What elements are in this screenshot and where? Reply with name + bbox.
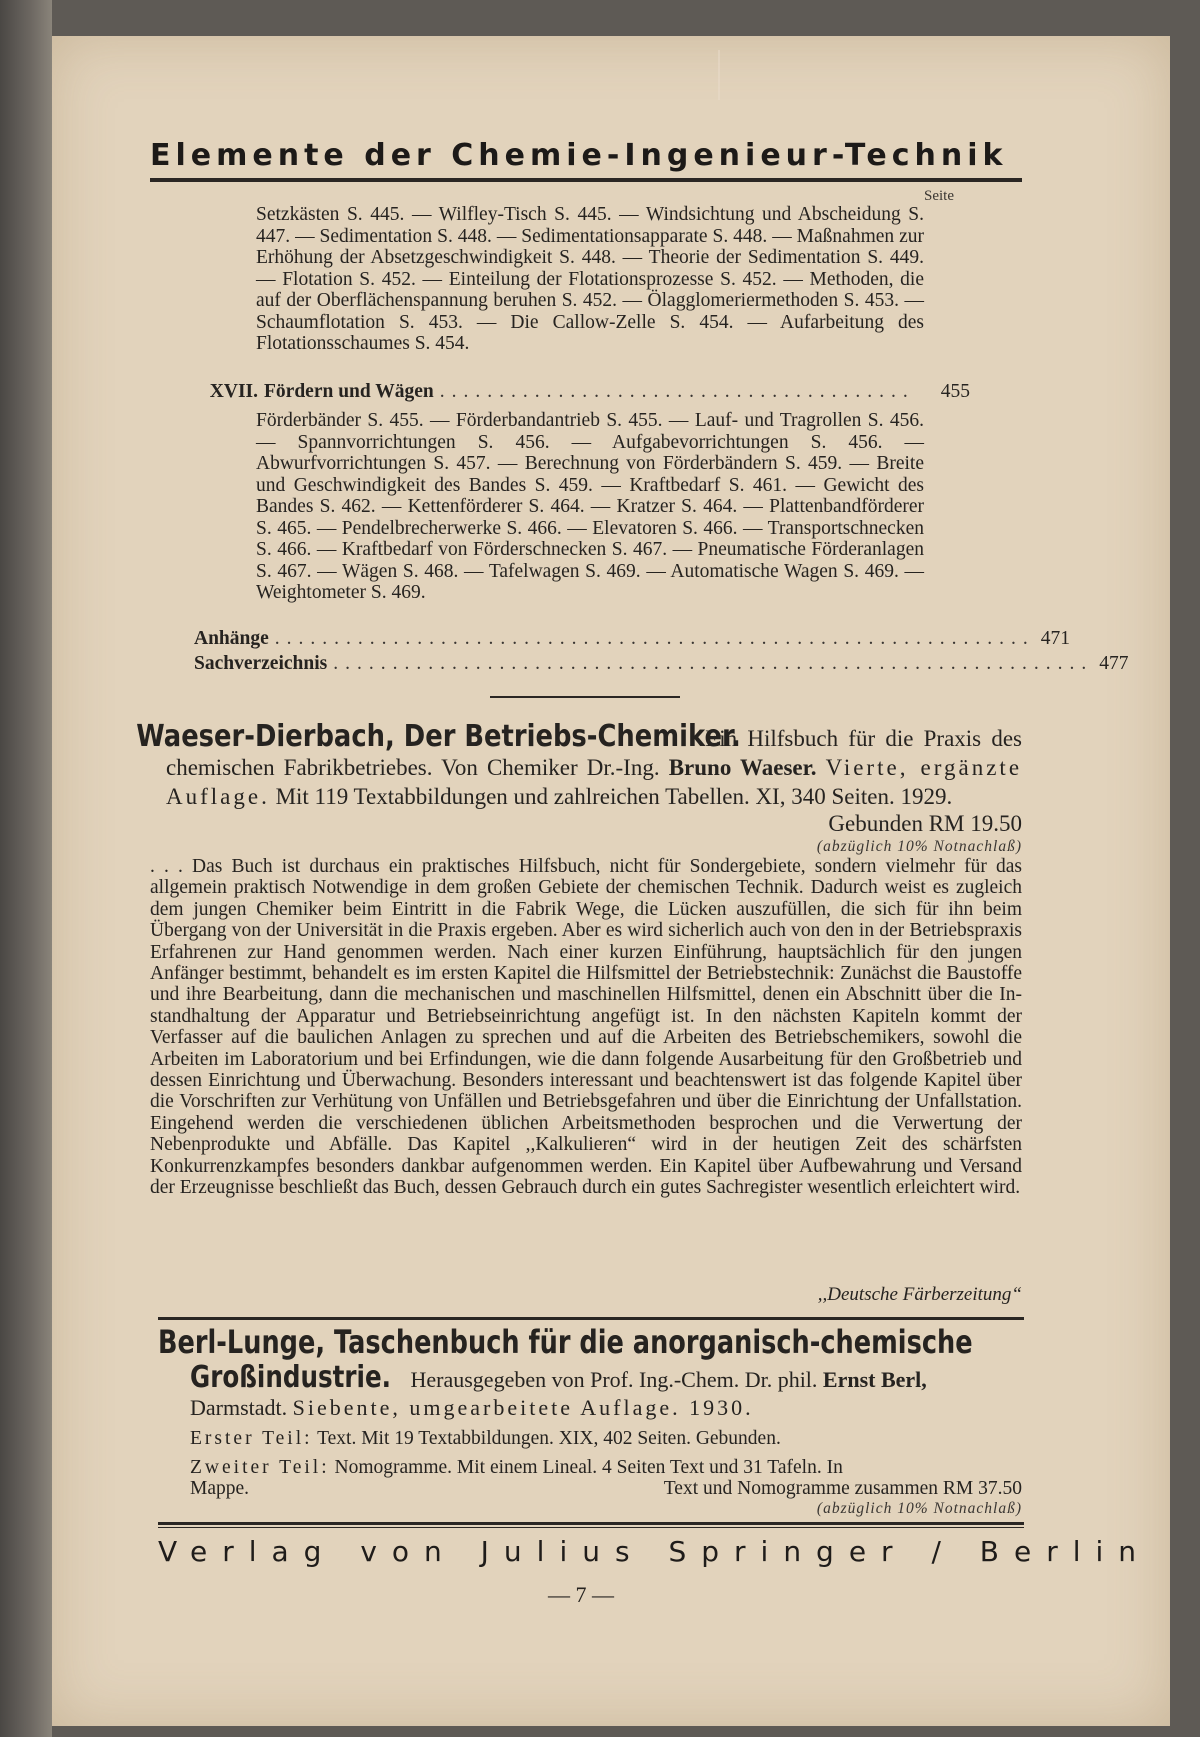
book-entry-waeser [136,719,1023,811]
book-spine [0,0,52,1737]
part1-text: Text. Mit 19 Textabbildungen. XIX, 402 Seiten. Gebunden. [317,1428,781,1449]
book2-price: Text und Nomogramme zusammen RM 37.50 [663,1478,1022,1499]
paper-fold [718,50,720,100]
sachverzeichnis-label: Sachverzeichnis [194,653,328,674]
part2-text: Nomogramme. Mit einem Lineal. 4 Seiten Text und 31 Tafeln. In [334,1457,843,1478]
book2-edition: Siebente, umgearbeitete Auflage. 1930. [292,1395,754,1420]
book2-description: Herausgegeben von Prof. Ing.-Chem. Dr. phil. [410,1367,818,1392]
leader-dots: ........................................ [439,381,915,402]
publisher-imprint: Verlag von Julius Springer / Berlin [158,1535,1152,1568]
anhaenge-label: Anhänge [194,628,269,649]
toc-sachverzeichnis [194,652,1129,676]
book2-author: Ernst Berl, [822,1367,927,1392]
book-price: Gebunden RM 19.50 [828,811,1022,836]
toc-entries-xvi: Setzkästen S. 445. — Wilfley-Tisch S. 445. — Windsichtung und Abscheidung S. 447. — Sedimentation S. 448. — Sedimentationsapparate S. 448. — Maßnahmen zur Erhöhung der Absetzgeschwindigkeit S. 448. — Theorie der Sedimentation S. 449. — Flotation S. 452. — Einteilung der Flotationsprozesse S. 452. — Methoden, die auf der Oberflächenspannung beruhen S. 452. — Ölagglomeriermethoden S. 453. — Schaumflotation S. 453. — Die Callow-Zelle S. 454. — Aufarbeitung des Flotationsschaumes S. 454. [256,204,924,354]
book2-location: Darmstadt. [190,1395,288,1420]
book2-third-line [190,1396,754,1420]
leader-dots: ................................................................ [274,628,1035,649]
leader-dots: ................................................................ [333,653,1094,674]
toc-entries-xvii: Förderbänder S. 455. — Förderbandantrieb S. 455. — Lauf- und Tragrollen S. 456. — Spannvorrichtungen S. 456. — Aufgabevorrichtungen S. 456. — Abwurfvorrichtungen S. 457. — Berechnung von Förderbändern S. 459. — Breite und Geschwindigkeit des Bandes S. 459. — Kraftbedarf S. 461. — Gewicht des Bandes S. 462. — Kettenförderer S. 464. — Kratzer S. 464. — Plattenbandförderer S. 465. — Pendelbrecherwerke S. 466. — Elevatoren S. 466. — Transportschnecken S. 466. — Kraftbedarf von Förderschnecken S. 467. — Pneumatische Förderanlagen S. 467. — Wägen S. 468. — Tafelwagen S. 469. — Automatische Wagen S. 469. — Weightometer S. 469. [256,410,924,603]
review-source: ,,Deutsche Färberzeitung“ [817,1284,1022,1305]
part2-text-cont: Mappe. [190,1478,250,1499]
sachverzeichnis-page: 477 [1099,653,1129,674]
book-title: Waeser-Dierbach, Der Betriebs-Chemiker. [136,719,741,754]
book-author: Bruno Waeser. [668,755,817,780]
chapter-title: Fördern und Wägen [264,381,434,402]
footer-rule-bottom [158,1527,1024,1528]
chapter-page: 455 [940,381,970,402]
header-rule [150,178,1022,182]
running-header: Elemente der Chemie-Ingenieur-Technik [150,138,1008,173]
chapter-number: XVII. [209,381,258,402]
book2-title-line [158,1323,1176,1361]
book-discount: (abzüglich 10% Notnachlaß) [816,838,1022,855]
part2-label: Zweiter Teil: [190,1457,330,1478]
book2-second-line [190,1360,927,1395]
toc-anhaenge [194,627,1071,651]
book2-title-cont: Großindustrie. [190,1360,391,1395]
part1-label: Erster Teil: [190,1428,313,1449]
book-edition: Vierte, ergänzte Auflage. [166,755,1023,809]
page-number: — 7 — [548,1582,614,1607]
toc-chapter-xvii [180,380,970,404]
separator-rule [158,1317,1024,1320]
book-description: Ein Hilfsbuch für die Praxis des chemischen Fabrikbetriebes. Von Chemiker Dr.-Ing. [166,726,1022,780]
book-details: Mit 119 Textabbildungen und zahlreichen Tabellen. XI, 340 Seiten. 1929. [275,784,953,809]
anhaenge-page: 471 [1040,628,1071,649]
footer-rule-top [158,1522,1024,1525]
book2-title: Berl-Lunge, Taschenbuch für die anorganisch-chemische [158,1323,973,1361]
book2-discount: (abzüglich 10% Notnachlaß) [816,1500,1022,1517]
separator-rule [490,696,680,698]
seite-label: Seite [924,188,954,204]
book-review: . . . Das Buch ist durchaus ein praktisches Hilfsbuch, nicht für Sondergebiete, sondern vielmehr für das allgemein praktisch Notwendige in dem großen Gebiete der chemischen Technik. Dadurch weist es zugleich dem jungen Chemiker beim Eintritt in die Fabrik Wege, die Lücken auszufüllen, die sich für ihn beim Übergang von der Universität in die Praxis ergeben. Aber es wird sicherlich auch von den in der Betriebspraxis Erfahrenen zur Hand genommen werden. Nach einer kurzen Einführung, hauptsächlich für den jungen Anfänger bestimmt, behandelt es im ersten Kapitel die Hilfsmittel der Betriebstechnik: Zunächst die Baustoffe und ihre Bearbeitung, dann die mechanischen und maschinellen Hilfsmittel, denen ein Abschnitt über die Instandhaltung der Apparatur und Betriebseinrichtung angefügt ist. In den nächsten Kapiteln kommt der Verfasser auf die baulichen Anlagen zu sprechen und auf die Arbeiten des Betriebschemikers, sowohl die Arbeiten im Laboratorium und bei Erfindungen, wie die dann folgende Ausarbeitung für den Großbetrieb und dessen Einrichtung und Überwachung. Besonders interessant und beachtenswert ist das folgende Kapitel über die Vorschriften zur Verhütung von Unfällen und Betriebsgefahren und über die Einrichtung der Unfallstation. Eingehend werden die verschiedenen üblichen Arbeitsmethoden besprochen und die Verwertung der Nebenprodukte und Abfälle. Das Kapitel ,,Kalkulieren“ wird in der heutigen Zeit des schärfsten Konkurrenzkampfes besonders dankbar aufgenommen werden. Ein Kapitel über Aufbewahrung und Versand der Erzeugnisse beschließt das Buch, dessen Gebrauch durch ein gutes Sachregister wesentlich erleichtert wird. [150,856,1022,1199]
book2-part1 [190,1427,781,1451]
